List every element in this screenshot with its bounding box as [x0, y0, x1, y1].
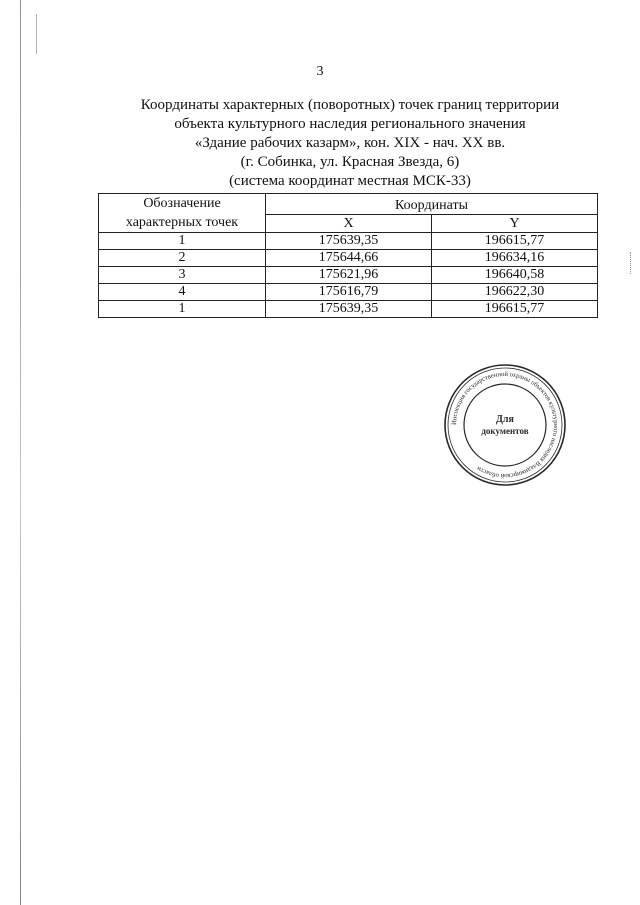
table-row — [99, 250, 598, 267]
stamp-seal — [442, 362, 568, 488]
y-cell: 196640,58 — [432, 267, 598, 284]
point-cell: 2 — [99, 250, 266, 267]
x-cell: 175639,35 — [266, 233, 432, 250]
table-row — [99, 301, 598, 318]
stamp-outer-ring — [445, 365, 565, 485]
margin-tick — [36, 14, 37, 54]
document-title — [60, 96, 640, 191]
header-designation-line-1: Обозначение — [143, 196, 221, 211]
y-cell: 196634,16 — [432, 250, 598, 267]
title-line-5: (система координат местная МСК-33) — [229, 173, 471, 189]
right-edge-mark — [630, 252, 633, 274]
stamp-ring-text: Инспекция государственной охраны объектов культурного наследия Владимирской области — [450, 370, 560, 480]
x-cell: 175644,66 — [266, 250, 432, 267]
title-line-4: (г. Собинка, ул. Красная Звезда, 6) — [240, 154, 460, 170]
stamp-center-line-1: Для — [496, 414, 514, 425]
y-cell: 196622,30 — [432, 284, 598, 301]
x-cell: 175621,96 — [266, 267, 432, 284]
stamp-inner-ring — [464, 384, 546, 466]
x-cell: 175639,35 — [266, 301, 432, 318]
title-line-2: объекта культурного наследия регионального значения — [174, 116, 526, 132]
point-cell: 1 — [99, 301, 266, 318]
coordinates-table — [98, 193, 598, 318]
left-margin-line — [20, 0, 21, 905]
header-designation-line-2: характерных точек — [125, 215, 239, 230]
stamp-outer-ring-inner — [448, 368, 562, 482]
header-y: Y — [432, 215, 598, 233]
point-cell: 4 — [99, 284, 266, 301]
table-header-row — [99, 194, 598, 215]
x-cell: 175616,79 — [266, 284, 432, 301]
title-line-1: Координаты характерных (поворотных) точек границ территории — [140, 97, 560, 113]
page-number: 3 — [316, 64, 324, 79]
official-stamp — [442, 362, 568, 488]
header-x: X — [266, 215, 432, 233]
title-line-3: «Здание рабочих казарм», кон. XIX - нач. XX вв. — [194, 135, 506, 151]
y-cell: 196615,77 — [432, 301, 598, 318]
y-cell: 196615,77 — [432, 233, 598, 250]
table-row — [99, 233, 598, 250]
header-designation — [99, 194, 266, 233]
point-cell: 3 — [99, 267, 266, 284]
header-coordinates: Координаты — [266, 194, 598, 215]
stamp-center-line-2: документов — [481, 426, 529, 436]
point-cell: 1 — [99, 233, 266, 250]
table-row — [99, 267, 598, 284]
table-row — [99, 284, 598, 301]
